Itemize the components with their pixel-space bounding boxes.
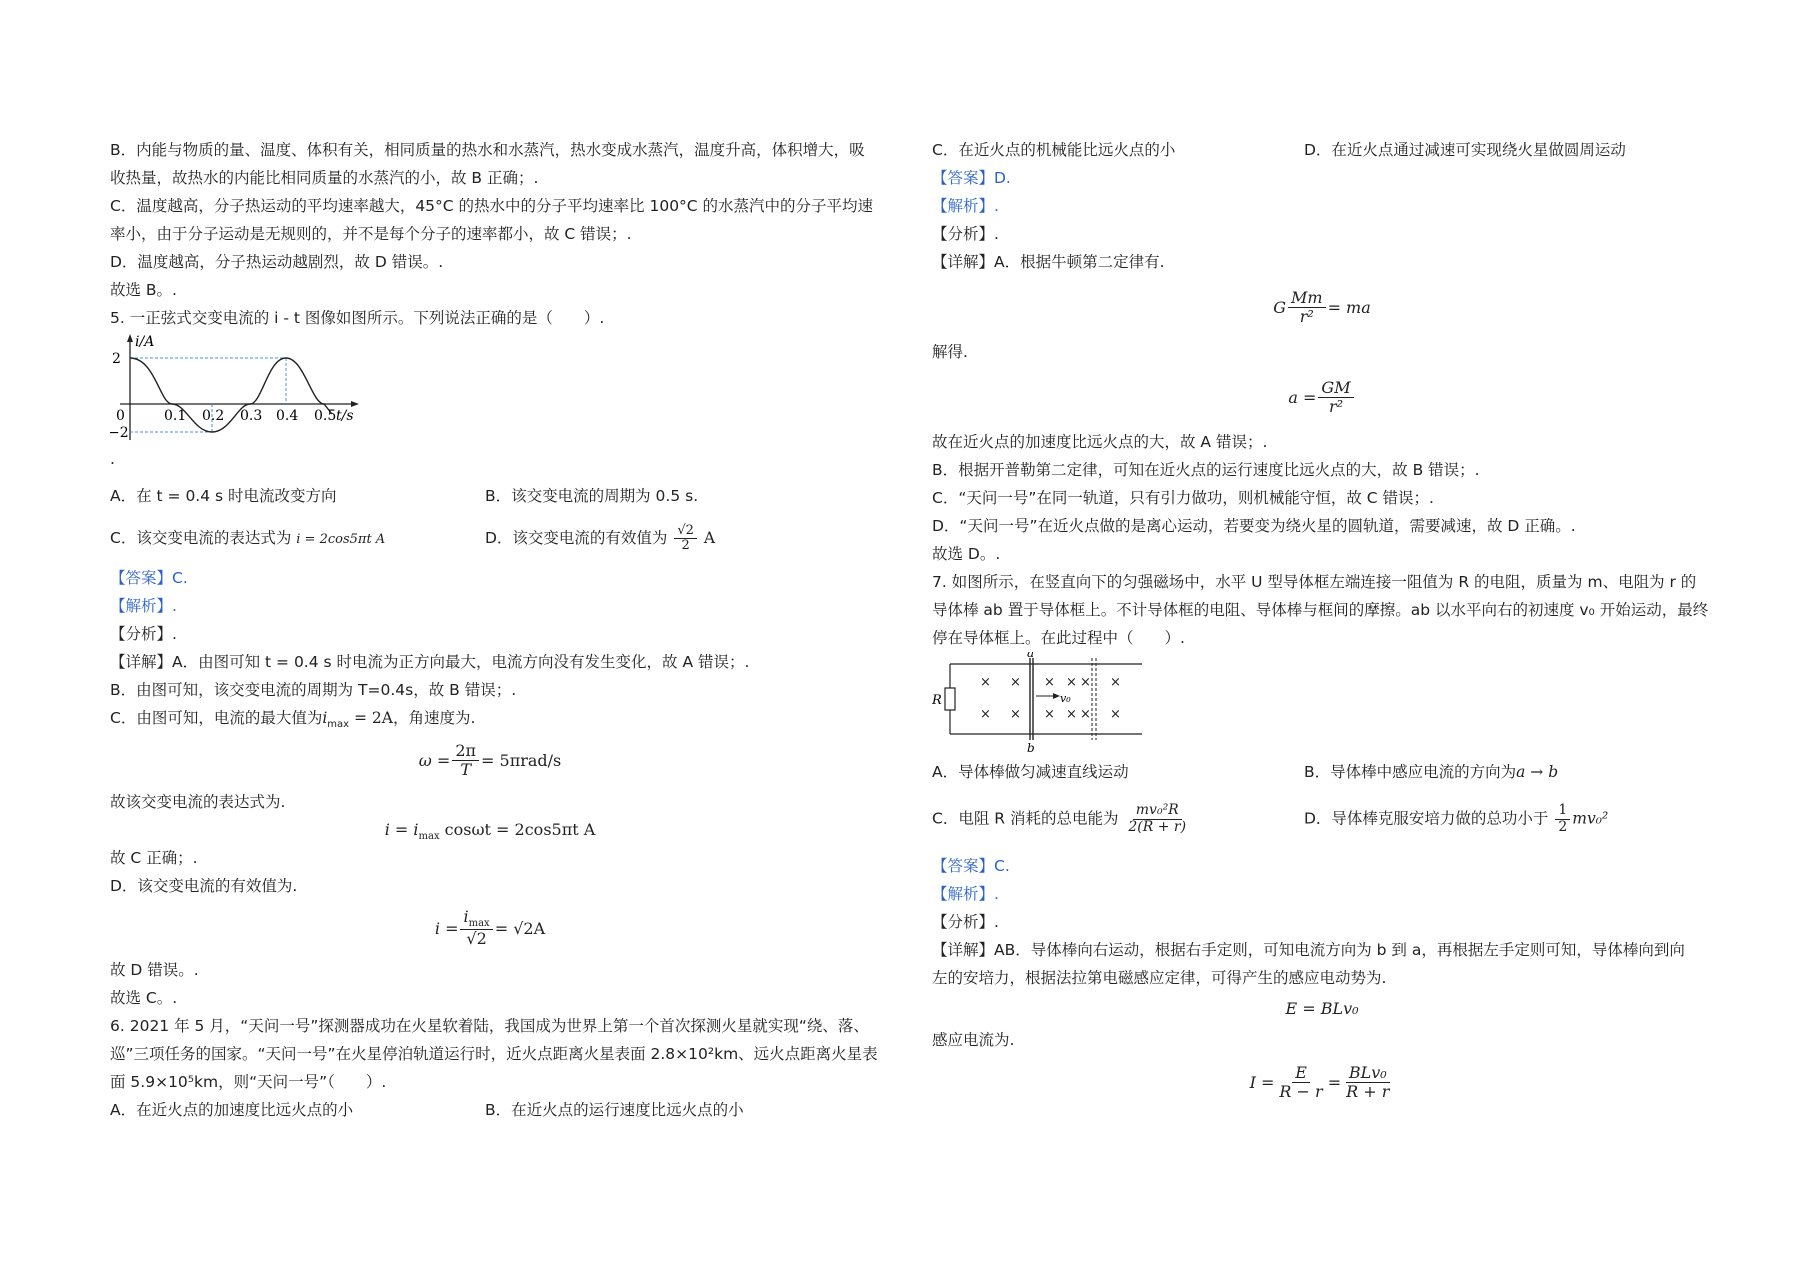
field-x: × xyxy=(1110,675,1121,690)
detail-ab-line2: 左的安培力，根据法拉第电磁感应定律，可得产生的感应电动势为. xyxy=(932,969,1387,987)
expr-formula xyxy=(110,816,910,844)
field-x: × xyxy=(1010,707,1021,722)
expr-rest: cosωt = 2cos5πt A xyxy=(439,820,596,839)
q7-option-d xyxy=(1304,803,1608,835)
x-tick: 0.4 xyxy=(276,408,299,424)
y-tick: −2 xyxy=(110,425,129,441)
d-wrong: 故 D 错误。. xyxy=(110,961,199,979)
q7-option-b xyxy=(1304,758,1558,786)
text-line: D．温度越高，分子热运动越剧烈，故 D 错误。. xyxy=(110,253,444,271)
fenxi-label: 【分析】. xyxy=(932,225,999,243)
cur-eq: = xyxy=(1327,1072,1342,1092)
x-tick: 0.3 xyxy=(240,408,263,424)
cur-num2: BLv₀ xyxy=(1346,1064,1390,1083)
f1-rhs: = ma xyxy=(1327,297,1371,317)
q7d-den: 2 xyxy=(1558,818,1568,835)
cur-den1: R − r xyxy=(1279,1081,1323,1101)
omega-lhs: ω = xyxy=(418,750,451,770)
c-correct: 故 C 正确；. xyxy=(110,849,198,867)
q7-option-c-text: C．电阻 R 消耗的总电能为 xyxy=(932,809,1119,828)
expr-main: i = i xyxy=(384,820,419,839)
resistor-label: R xyxy=(932,693,942,708)
question-6-line1: 6. 2021 年 5 月，“天问一号”探测器成功在火星软着陆，我国成为世界上第一个首次探测火星就实现“绕、落、 xyxy=(110,1017,869,1035)
f1-den: r² xyxy=(1299,306,1314,326)
f2-lhs: a = xyxy=(1288,387,1317,407)
cur-num1: E xyxy=(1292,1064,1310,1083)
circuit-svg xyxy=(932,652,1152,754)
q6-options-ab xyxy=(110,1096,910,1124)
text-line: 率小，由于分子运动是无规则的，并不是每个分子的速率都小，故 C 错误；. xyxy=(110,225,632,243)
field-x: × xyxy=(1080,707,1091,722)
q7c-num: mv₀²R xyxy=(1133,803,1182,819)
omega-num: 2π xyxy=(452,742,479,761)
x-tick: 0.1 xyxy=(164,408,187,424)
answer-label-7: 【答案】C. xyxy=(932,857,1010,875)
detail-b: B．由图可知，该交变电流的周期为 T=0.4s，故 B 错误；. xyxy=(110,681,517,699)
detail-a: 【详解】A．由图可知 t = 0.4 s 时电流为正方向最大，电流方向没有发生变化，故 A 错误；. xyxy=(110,653,750,671)
d-correct: D．“天问一号”在近火点做的是离心运动，若要变为绕火星的圆轨道，需要减速，故 D 正确。. xyxy=(932,517,1576,535)
field-x: × xyxy=(1044,675,1055,690)
detail-ab-line1: 【详解】AB．导体棒向右运动，根据右手定则，可知电流方向为 b 到 a，再根据左手定则可知，导体棒向到向 xyxy=(932,941,1685,959)
y-label: i/A xyxy=(135,334,155,350)
detail-c-post: ，角速度为. xyxy=(393,709,476,727)
q5-options-ab xyxy=(110,482,910,510)
option-d-text: D．该交变电流的有效值为 xyxy=(485,529,668,547)
option-d-unit: A xyxy=(703,529,716,547)
field-x: × xyxy=(1066,707,1077,722)
f1-lhs: G xyxy=(1273,297,1286,317)
field-x: × xyxy=(1066,675,1077,690)
accel-formula xyxy=(932,366,1732,428)
cur-frac1 xyxy=(1276,1064,1325,1100)
eff-lhs: i = xyxy=(434,918,459,938)
sine-graph xyxy=(110,332,910,452)
field-x: × xyxy=(980,675,991,690)
q6-option-b: B．在近火点的运行速度比远火点的小 xyxy=(485,1101,744,1119)
omega-formula xyxy=(110,732,910,788)
v0-label: v₀ xyxy=(1060,692,1071,705)
choose-d: 故选 D。. xyxy=(932,545,1001,563)
option-a: A．在 t = 0.4 s 时电流改变方向 xyxy=(110,487,337,505)
x-axis-arrow xyxy=(351,401,359,407)
q7d-num: 1 xyxy=(1555,803,1570,819)
current-curve xyxy=(130,358,332,432)
left-column xyxy=(110,136,910,1124)
detail-a: 【详解】A．根据牛顿第二定律有. xyxy=(932,253,1165,271)
q7-option-c-frac xyxy=(1125,803,1189,835)
dot: . xyxy=(110,450,115,468)
frac-num: √2 xyxy=(674,524,697,539)
analysis-label-7: 【解析】. xyxy=(932,885,999,903)
cur-lhs: I = xyxy=(1249,1072,1275,1092)
q6-option-c: C．在近火点的机械能比远火点的小 xyxy=(932,141,1176,159)
omega-den: T xyxy=(460,759,471,779)
f1-frac xyxy=(1288,289,1326,325)
eff-num-sub: max xyxy=(468,918,490,930)
analysis-label: 【解析】. xyxy=(932,197,999,215)
q6-options-cd xyxy=(932,136,1732,164)
eff-formula xyxy=(110,900,910,956)
eff-rhs: = √2A xyxy=(494,918,546,938)
q7c-den: 2(R + r) xyxy=(1128,818,1187,835)
y-axis-arrow xyxy=(127,334,133,342)
q7-option-d-frac xyxy=(1555,803,1570,835)
current-intro: 感应电流为. xyxy=(932,1031,1015,1049)
graph-svg xyxy=(110,332,370,452)
q5-options-cd xyxy=(110,516,910,560)
field-x: × xyxy=(1010,675,1021,690)
question-7-line3: 停在导体框上。在此过程中（ ）. xyxy=(932,629,1185,647)
field-x: × xyxy=(1080,675,1091,690)
question-5: 5. 一正弦式交变电流的 i - t 图像如图所示。下列说法正确的是（ ）. xyxy=(110,309,605,327)
q7-option-b-math: a → b xyxy=(1516,763,1559,781)
option-c-text: C．该交变电流的表达式为 xyxy=(110,529,292,547)
choose-c: 故选 C。. xyxy=(110,989,178,1007)
q7-options-ab xyxy=(932,758,1732,786)
x-tick: 0.5 xyxy=(314,408,337,424)
solve-label: 解得. xyxy=(932,343,968,361)
q7d-post: mv₀² xyxy=(1572,809,1609,828)
cur-frac2 xyxy=(1343,1064,1392,1100)
eff-den: √2 xyxy=(466,929,487,949)
c-wrong: C．“天问一号”在同一轨道，只有引力做功，则机械能守恒，故 C 错误；. xyxy=(932,489,1434,507)
question-6-line2: 巡”三项任务的国家。“天问一号”在火星停泊轨道运行时，近火点距离火星表面 2.8×10²km、远火点距离火星表 xyxy=(110,1045,878,1063)
expr-sub: max xyxy=(418,831,440,843)
question-6-line3: 面 5.9×10⁵km，则“天问一号”（ ）. xyxy=(110,1073,387,1091)
f2-den: r² xyxy=(1328,396,1344,416)
f1-num: Mm xyxy=(1288,289,1326,308)
label-a: a xyxy=(1027,652,1035,660)
a-wrong: 故在近火点的加速度比远火点的大，故 A 错误；. xyxy=(932,433,1268,451)
d-intro: D．该交变电流的有效值为. xyxy=(110,877,298,895)
field-x: × xyxy=(1110,707,1121,722)
eff-frac xyxy=(460,908,492,948)
answer-label: 【答案】D. xyxy=(932,169,1011,187)
q7-options-cd xyxy=(932,790,1732,848)
right-column xyxy=(932,136,1732,1110)
i-symbol: i xyxy=(322,709,328,727)
frac-den: 2 xyxy=(681,538,690,553)
i-sub: max xyxy=(327,719,350,731)
fenxi-label-7: 【分析】. xyxy=(932,913,999,931)
option-d xyxy=(485,516,715,560)
field-x: × xyxy=(980,707,991,722)
cur-den2: R + r xyxy=(1346,1081,1390,1101)
text-line: B．内能与物质的量、温度、体积有关，相同质量的热水和水蒸汽，热水变成水蒸汽，温度升高，体积增大，吸 xyxy=(110,141,865,159)
eff-num-i: i xyxy=(463,907,469,927)
f2-frac xyxy=(1318,379,1353,415)
expr-intro: 故该交变电流的表达式为. xyxy=(110,793,286,811)
option-b: B．该交变电流的周期为 0.5 s. xyxy=(485,487,699,505)
x-label: t/s xyxy=(336,408,354,424)
detail-c-text: C．由图可知，电流的最大值为 xyxy=(110,709,323,727)
q6-option-d: D．在近火点通过减速可实现绕火星做圆周运动 xyxy=(1304,141,1626,159)
q7-option-b-text: B．导体棒中感应电流的方向为 xyxy=(1304,763,1517,781)
option-c-formula: i = 2cos5πt A xyxy=(296,532,386,547)
emf-formula: E = BLv₀ xyxy=(1285,999,1359,1018)
label-b: b xyxy=(1027,741,1035,754)
q6-option-a: A．在近火点的加速度比远火点的小 xyxy=(110,1101,354,1119)
x-tick: 0.2 xyxy=(202,408,225,424)
circuit-figure xyxy=(932,652,1732,754)
answer-label: 【答案】C. xyxy=(110,569,188,587)
b-wrong: B．根据开普勒第二定律，可知在近火点的运行速度比远火点的大，故 B 错误；. xyxy=(932,461,1480,479)
q7-option-a: A．导体棒做匀减速直线运动 xyxy=(932,763,1129,781)
q7-option-d-text: D．导体棒克服安培力做的总功小于 xyxy=(1304,809,1549,828)
question-7-line1: 7. 如图所示，在竖直向下的匀强磁场中，水平 U 型导体框左端连接一阻值为 R 的电阻，质量为 m、电阻为 r 的 xyxy=(932,573,1697,591)
i-value: = 2A xyxy=(349,709,393,727)
resistor xyxy=(945,688,955,710)
option-c xyxy=(110,516,485,560)
x-tick: 0 xyxy=(116,408,125,424)
q7-option-c xyxy=(932,803,1304,835)
eff-num xyxy=(460,908,492,930)
analysis-label: 【解析】. xyxy=(110,597,177,615)
text-line: 收热量，故热水的内能比相同质量的水蒸汽的小，故 B 正确；. xyxy=(110,169,539,187)
option-d-fraction xyxy=(674,524,697,554)
fenxi-label: 【分析】. xyxy=(110,625,177,643)
text-line: C．温度越高，分子热运动的平均速率越大，45°C 的热水中的分子平均速率比 100°C 的水蒸汽中的分子平均速 xyxy=(110,197,874,215)
f2-num: GM xyxy=(1318,379,1353,398)
newton-formula xyxy=(932,276,1732,338)
omega-frac xyxy=(452,742,479,778)
text-line: 故选 B。. xyxy=(110,281,177,299)
y-tick: 2 xyxy=(112,351,121,367)
question-7-line2: 导体棒 ab 置于导体框上。不计导体框的电阻、导体棒与框间的摩擦。ab 以水平向右的初速度 v₀ 开始运动，最终 xyxy=(932,601,1709,619)
current-formula xyxy=(932,1054,1732,1110)
omega-rhs: = 5πrad/s xyxy=(481,750,562,770)
field-x: × xyxy=(1044,707,1055,722)
detail-c xyxy=(110,704,910,732)
